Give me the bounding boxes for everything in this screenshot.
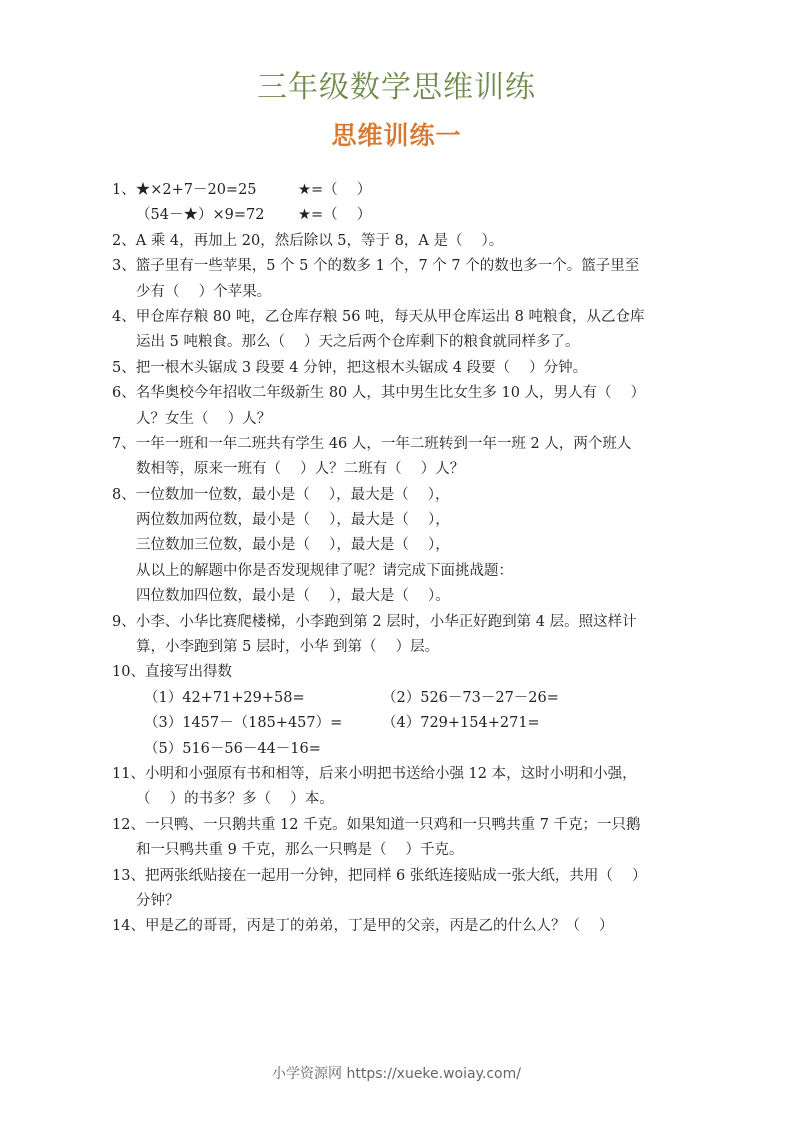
q1-expression-2: （54－★）×9=72 [136, 207, 265, 224]
question-3-line-1: 3、篮子里有一些苹果，5 个 5 个的数多 1 个，7 个 7 个的数也多一个。篮子里至 [112, 258, 640, 275]
question-9-line-2: 算，小李跑到第 5 层时，小华 到第（ ）层。 [136, 639, 440, 656]
question-11-line-1: 11、小明和小强原有书和相等，后来小明把书送给小强 12 本，这时小明和小强， [112, 765, 637, 782]
q1-answer-1: ★=（ ） [298, 182, 372, 198]
question-8-line-2: 两位数加两位数，最小是（ ），最大是（ ）， [136, 512, 450, 529]
question-3-line-2: 少有（ ）个苹果。 [136, 283, 272, 300]
question-list [112, 178, 692, 940]
question-2: 2、A 乘 4，再加上 20，然后除以 5，等于 8，A 是（ ）。 [112, 232, 504, 249]
footer-source: 小学资源网 https://xueke.woiay.com/ [272, 1066, 521, 1082]
calc-item-4: （4）729+154+271= [382, 715, 540, 732]
question-8-line-4: 从以上的解题中你是否发现规律了呢？请完成下面挑战题： [136, 562, 513, 579]
q1-expression-1: 1、★×2+7－20=25 [112, 182, 257, 198]
calc-item-3: （3）1457－（185+457）= [144, 715, 343, 732]
q1-answer-2: ★=（ ） [298, 207, 372, 224]
question-11-line-2: （ ）的书多？多（ ）本。 [136, 791, 334, 808]
question-8-line-1: 8、一位数加一位数，最小是（ ），最大是（ ）， [112, 486, 450, 503]
question-9-line-1: 9、小李、小华比赛爬楼梯，小李跑到第 2 层时，小华正好跑到第 4 层。照这样计 [112, 613, 637, 630]
question-10-heading: 10、直接写出得数 [112, 664, 232, 681]
question-10-row-1 [112, 686, 692, 711]
question-5: 5、把一根木头锯成 3 段要 4 分钟，把这根木头锯成 4 段要（ ）分钟。 [112, 359, 588, 376]
calc-item-1: （1）42+71+29+58= [144, 689, 305, 706]
calc-item-5: （5）516－56－44－16= [144, 740, 321, 757]
question-4-line-2: 运出 5 吨粮食。那么（ ）天之后两个仓库剩下的粮食就同样多了。 [136, 334, 580, 351]
question-1-line-2 [112, 203, 692, 228]
question-10-row-2 [112, 711, 692, 736]
question-6-line-2: 人？女生（ ）人？ [136, 410, 272, 427]
question-10-row-3 [112, 737, 692, 762]
page-title: 三年级数学思维训练 [257, 70, 536, 105]
question-13-line-1: 13、把两张纸贴接在一起用一分钟，把同样 6 张纸连接贴成一张大纸，共用（ ） [112, 867, 647, 884]
question-13-line-2: 分钟？ [136, 892, 180, 909]
question-8-line-3: 三位数加三位数，最小是（ ），最大是（ ）， [136, 537, 450, 554]
section-subtitle: 思维训练一 [331, 121, 462, 150]
question-7-line-1: 7、一年一班和一年二班共有学生 46 人，一年二班转到一年一班 2 人，两个班人 [112, 435, 632, 452]
question-12-line-1: 12、一只鸭、一只鹅共重 12 千克。如果知道一只鸡和一只鸭共重 7 千克；一只鹅 [112, 816, 641, 833]
question-6-line-1: 6、名华奥校今年招收二年级新生 80 人，其中男生比女生多 10 人，男人有（ ） [112, 385, 646, 402]
question-14: 14、甲是乙的哥哥，丙是丁的弟弟，丁是甲的父亲，丙是乙的什么人？（ ） [112, 918, 614, 935]
question-1-line-1 [112, 178, 692, 203]
calc-item-2: （2）526－73－27－26= [382, 689, 559, 706]
question-12-line-2: 和一只鸭共重 9 千克，那么一只鸭是（ ）千克。 [136, 842, 464, 859]
question-8-line-5: 四位数加四位数，最小是（ ），最大是（ ）。 [136, 588, 450, 605]
question-4-line-1: 4、甲仓库存粮 80 吨，乙仓库存粮 56 吨，每天从甲仓库运出 8 吨粮食，从乙仓库 [112, 308, 645, 325]
question-7-line-2: 数相等，原来一班有（ ）人？二班有（ ）人？ [136, 461, 465, 478]
